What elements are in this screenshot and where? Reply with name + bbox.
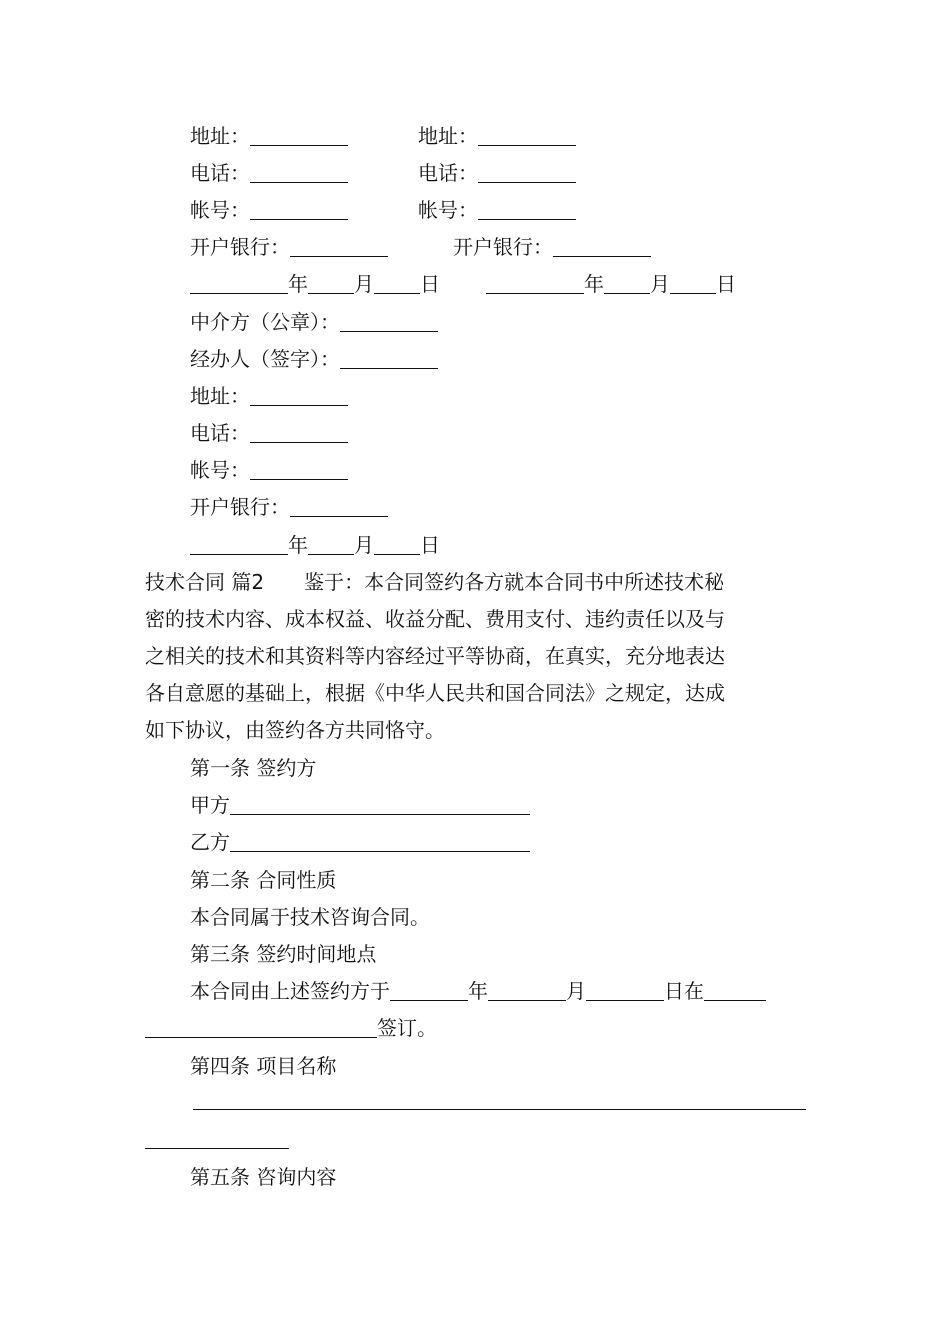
party-a-account-line (190, 196, 348, 224)
party-b-month-blank[interactable] (604, 273, 650, 294)
party-b-address-blank[interactable] (478, 125, 576, 146)
day-label: 日 (420, 272, 440, 296)
month-label: 月 (354, 272, 374, 296)
intermediary-phone-blank[interactable] (250, 422, 348, 443)
party-a-address-label: 地址： (190, 124, 250, 148)
article-5-title: 第五条 咨询内容 (190, 1165, 337, 1189)
article-3-prefix: 本合同由上述签约方于 (190, 979, 390, 1003)
party-a-account-label: 帐号： (190, 198, 250, 222)
intermediary-signer-blank[interactable] (340, 348, 438, 369)
party-a-address-line (190, 122, 348, 150)
day-label: 日 (420, 533, 440, 557)
party-b-address-label: 地址： (418, 124, 478, 148)
intermediary-account-blank[interactable] (250, 459, 348, 480)
month-label: 月 (354, 533, 374, 557)
signing-day-blank[interactable] (586, 980, 664, 1001)
party-b-name-blank[interactable] (230, 831, 530, 852)
intermediary-address-blank[interactable] (250, 385, 348, 406)
party-b-phone-blank[interactable] (478, 162, 576, 183)
party-a-year-blank[interactable] (190, 273, 288, 294)
intermediary-bank-label: 开户银行： (190, 495, 290, 519)
party-b-account-blank[interactable] (478, 199, 576, 220)
signing-month-label: 月 (566, 979, 586, 1003)
party-b-bank-label: 开户银行： (453, 235, 553, 259)
year-label: 年 (288, 533, 308, 557)
party-b-label: 乙方 (190, 830, 230, 854)
preamble-text-5: 如下协议，由签约各方共同恪守。 (145, 718, 445, 742)
party-a-day-blank[interactable] (374, 273, 420, 294)
intermediary-address-line (190, 382, 348, 410)
party-b-bank-blank[interactable] (553, 236, 651, 257)
party-b-account-label: 帐号： (418, 198, 478, 222)
article-3-title: 第三条 签约时间地点 (190, 942, 377, 966)
signing-year-label: 年 (468, 979, 488, 1003)
intermediary-signer-line (190, 345, 438, 373)
intermediary-account-line (190, 456, 348, 484)
contract-heading-line (145, 568, 724, 596)
preamble-text-2: 密的技术内容、成本权益、收益分配、费用支付、违约责任以及与 (145, 607, 725, 631)
party-b-line (190, 828, 530, 856)
intermediary-bank-line (190, 493, 388, 521)
article-4-title: 第四条 项目名称 (190, 1054, 337, 1078)
intermediary-date-line (190, 531, 440, 559)
month-label: 月 (650, 272, 670, 296)
intermediary-seal-line (190, 308, 438, 336)
party-b-year-blank[interactable] (486, 273, 584, 294)
party-a-account-blank[interactable] (250, 199, 348, 220)
preamble-text-1: 鉴于：本合同签约各方就本合同书中所述技术秘 (304, 570, 725, 594)
intermediary-year-blank[interactable] (190, 534, 288, 555)
party-b-account-line (418, 196, 576, 224)
party-a-line (190, 791, 530, 819)
party-b-date-line (486, 270, 736, 298)
party-a-bank-line (190, 233, 388, 261)
intermediary-phone-label: 电话： (190, 421, 250, 445)
party-a-name-blank[interactable] (230, 794, 530, 815)
party-a-phone-line (190, 159, 348, 187)
article-3-body-line (190, 977, 766, 1005)
article-2-title: 第二条 合同性质 (190, 868, 337, 892)
party-b-address-line (418, 122, 576, 150)
year-label: 年 (288, 272, 308, 296)
party-b-bank-line (453, 233, 651, 261)
signing-month-blank[interactable] (488, 980, 566, 1001)
party-a-bank-blank[interactable] (290, 236, 388, 257)
signing-place-blank-cont[interactable] (145, 1017, 377, 1038)
party-b-day-blank[interactable] (670, 273, 716, 294)
project-name-blank-cont[interactable] (145, 1148, 289, 1149)
article-2-body: 本合同属于技术咨询合同。 (190, 905, 430, 929)
intermediary-signer-label: 经办人（签字）： (190, 347, 340, 371)
day-label: 日 (716, 272, 736, 296)
article-3-body-cont (145, 1014, 437, 1042)
preamble-text-4: 各自意愿的基础上，根据《中华人民共和国合同法》之规定，达成 (145, 681, 725, 705)
intermediary-seal-blank[interactable] (340, 311, 438, 332)
intermediary-day-blank[interactable] (374, 534, 420, 555)
intermediary-address-label: 地址： (190, 384, 250, 408)
party-a-address-blank[interactable] (250, 125, 348, 146)
intermediary-seal-label: 中介方（公章）： (190, 310, 340, 334)
intermediary-phone-line (190, 419, 348, 447)
party-a-phone-blank[interactable] (250, 162, 348, 183)
article-3-signed: 签订。 (377, 1016, 437, 1040)
party-b-phone-line (418, 159, 576, 187)
signing-place-blank-start[interactable] (704, 980, 766, 1001)
party-a-phone-label: 电话： (190, 161, 250, 185)
signing-year-blank[interactable] (390, 980, 468, 1001)
party-a-label: 甲方 (190, 793, 230, 817)
party-b-phone-label: 电话： (418, 161, 478, 185)
preamble-text-3: 之相关的技术和其资料等内容经过平等协商，在真实，充分地表达 (145, 644, 725, 668)
signing-day-label: 日在 (664, 979, 704, 1003)
year-label: 年 (584, 272, 604, 296)
party-a-bank-label: 开户银行： (190, 235, 290, 259)
party-a-month-blank[interactable] (308, 273, 354, 294)
contract-heading: 技术合同 篇2 (145, 570, 265, 594)
project-name-blank[interactable] (193, 1109, 806, 1110)
party-a-date-line (190, 270, 440, 298)
intermediary-bank-blank[interactable] (290, 496, 388, 517)
intermediary-month-blank[interactable] (308, 534, 354, 555)
intermediary-account-label: 帐号： (190, 458, 250, 482)
article-1-title: 第一条 签约方 (190, 756, 317, 780)
